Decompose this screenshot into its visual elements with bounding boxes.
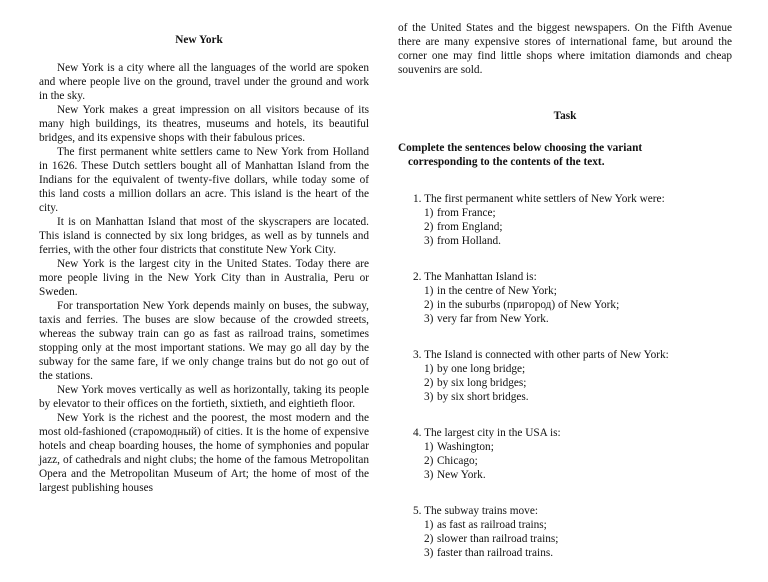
question-text: 2. The Manhattan Island is: (413, 271, 537, 283)
answer-option (413, 440, 732, 454)
option-number: 1) (424, 441, 434, 453)
article-paragraph: It is on Manhattan Island that most of the skyscrapers are located. This island is connected by six long bridges, as well as by tunnels and ferries, with the other four districts that constitute New York City. (39, 216, 369, 256)
question (413, 348, 732, 404)
option-text: from Holland. (437, 235, 502, 247)
article-paragraph: New York is the largest city in the United States. Today there are more people living in the New York City than in Australia, Peru or Sweden. (39, 258, 369, 298)
article-paragraph: New York makes a great impression on all visitors because of its many high buildings, its theatres, museums and hotels, its beautiful bridges, and its expensive shops with their fabulous prices. (39, 104, 369, 144)
option-text: very far from New York. (437, 313, 549, 325)
question-text: 1. The first permanent white settlers of New York were: (413, 193, 665, 205)
answer-option (413, 376, 732, 390)
question (413, 192, 732, 248)
option-number: 2) (424, 221, 434, 233)
answer-option (413, 362, 732, 376)
answer-option (413, 454, 732, 468)
option-text: in the suburbs (пригород) of New York; (437, 299, 620, 311)
option-text: in the centre of New York; (437, 285, 557, 297)
article-title: New York (175, 34, 223, 46)
option-number: 2) (424, 533, 434, 545)
answer-option (413, 206, 732, 220)
option-number: 1) (424, 519, 434, 531)
answer-option (413, 298, 732, 312)
option-number: 3) (424, 391, 434, 403)
answer-option (413, 468, 732, 482)
option-text: as fast as railroad trains; (437, 519, 547, 531)
task-instruction-line1: Complete the sentences below choosing the variant (398, 142, 643, 154)
option-text: Chicago; (437, 455, 478, 467)
option-number: 3) (424, 235, 434, 247)
option-text: by one long bridge; (437, 363, 526, 375)
question-text: 4. The largest city in the USA is: (413, 427, 561, 439)
question (413, 504, 732, 560)
article-continuation: of the United States and the biggest newspapers. On the Fifth Avenue there are many expensive stores of international fame, but around the corner one may find little shops where imitation diamonds and cheap souvenirs are sold. (398, 22, 732, 76)
article-paragraph: The first permanent white settlers came to New York from Holland in 1626. These Dutch settlers bought all of Manhattan Island from the Indians for the equivalent of twenty-five dollars, while today some of this land costs a million dollars an acre. This island is the heart of the city. (39, 146, 369, 214)
answer-option (413, 234, 732, 248)
answer-option (413, 518, 732, 532)
task-instruction (398, 141, 732, 169)
question (413, 270, 732, 326)
option-text: by six short bridges. (437, 391, 529, 403)
article-paragraph: For transportation New York depends mainly on buses, the subway, taxis and ferries. The buses are slow because of the crowded streets, whereas the subway train can go as fast as railroad trains, sometimes stopping only at the most important stations. We may go all day by the subway for the same fare, if we only change trains but do not go out of the stations. (39, 300, 369, 382)
answer-option (413, 220, 732, 234)
option-text: faster than railroad trains. (437, 547, 554, 559)
option-text: New York. (437, 469, 486, 481)
option-number: 2) (424, 455, 434, 467)
option-text: Washington; (437, 441, 494, 453)
option-text: by six long bridges; (437, 377, 527, 389)
left-column (39, 0, 369, 495)
option-number: 3) (424, 313, 434, 325)
option-number: 2) (424, 299, 434, 311)
question-text: 3. The Island is connected with other parts of New York: (413, 349, 669, 361)
option-text: slower than railroad trains; (437, 533, 559, 545)
question-text: 5. The subway trains move: (413, 505, 538, 517)
option-number: 1) (424, 363, 434, 375)
question (413, 426, 732, 482)
option-number: 1) (424, 207, 434, 219)
option-number: 1) (424, 285, 434, 297)
right-column (398, 0, 732, 582)
option-number: 2) (424, 377, 434, 389)
task-title: Task (553, 110, 577, 122)
option-number: 3) (424, 469, 434, 481)
article-paragraph: New York is the richest and the poorest, the most modern and the most old-fashioned (старомодный) of cities. It is the home of expensive hotels and cheap boarding houses, the home of symphonies and popular jazz, of cathedrals and night clubs; the home of the famous Metropolitan Opera and the Metropolitan Museum of Art; the home of most of the largest publishing houses (39, 412, 369, 494)
option-text: from France; (437, 207, 496, 219)
answer-option (413, 546, 732, 560)
article-paragraph: New York moves vertically as well as horizontally, taking its people by elevator to their offices on the fortieth, sixtieth, and eightieth floor. (39, 384, 369, 410)
option-text: from England; (437, 221, 503, 233)
option-number: 3) (424, 547, 434, 559)
answer-option (413, 390, 732, 404)
answer-option (413, 312, 732, 326)
article-paragraph: New York is a city where all the languages of the world are spoken and where people live on the ground, travel under the ground and work in the sky. (39, 62, 369, 102)
task-instruction-line2: corresponding to the contents of the text. (408, 156, 605, 168)
answer-option (413, 284, 732, 298)
answer-option (413, 532, 732, 546)
